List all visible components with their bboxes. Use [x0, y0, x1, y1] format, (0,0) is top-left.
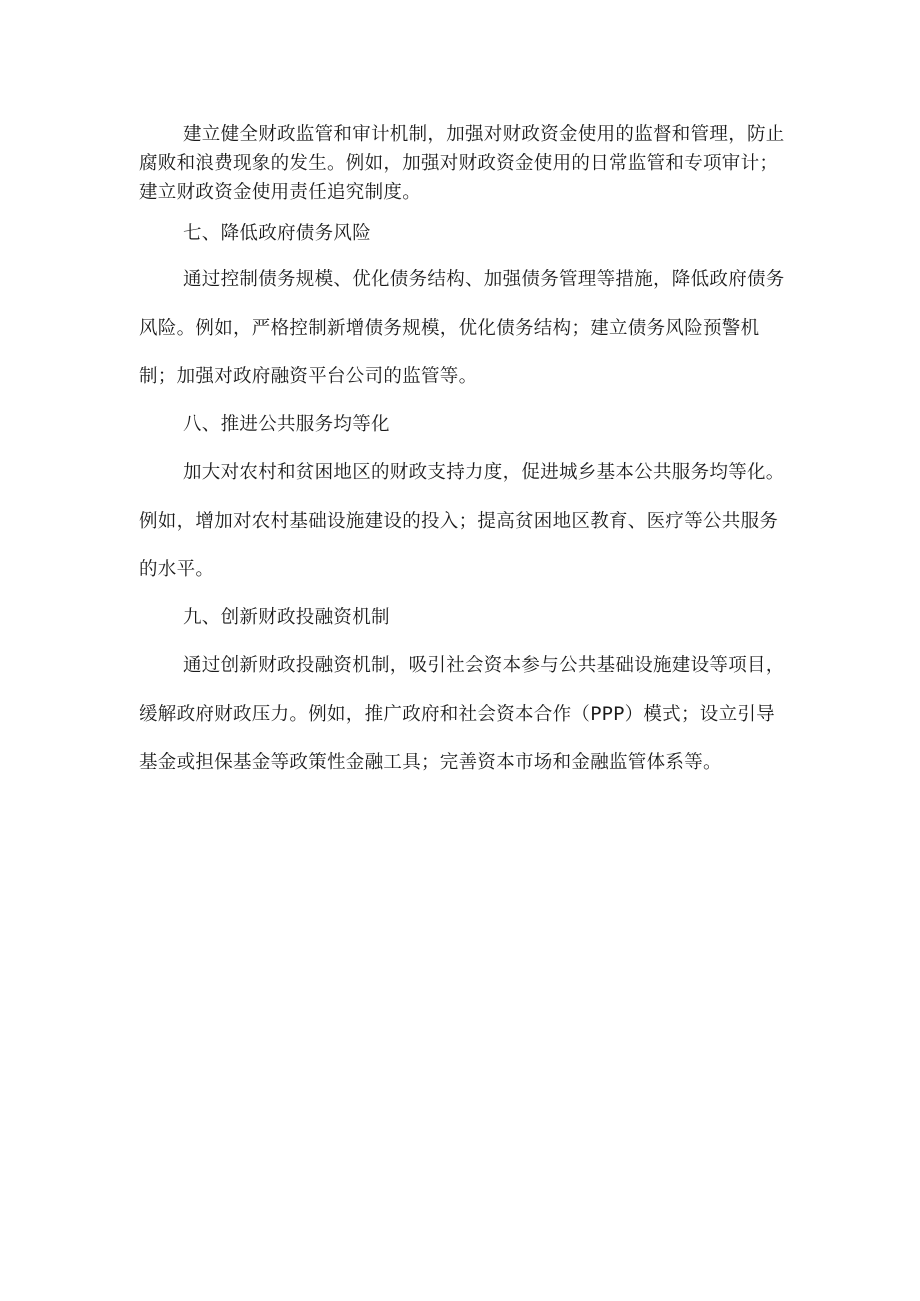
paragraph-debt-risk: 通过控制债务规模、优化债务结构、加强债务管理等措施，降低政府债务风险。例如，严格控制新增债务规模，优化债务结构；建立债务风险预警机制；加强对政府融资平台公司的监管等。 [139, 269, 785, 387]
paragraph-public-services: 加大对农村和贫困地区的财政支持力度，促进城乡基本公共服务均等化。例如，增加对农村基础设施建设的投入；提高贫困地区教育、医疗等公共服务的水平。 [139, 462, 785, 580]
section-heading-8: 八、推进公共服务均等化 [183, 414, 390, 435]
section-heading-9: 九、创新财政投融资机制 [183, 607, 390, 628]
paragraph-audit-mechanism: 建立健全财政监管和审计机制，加强对财政资金使用的监督和管理，防止腐败和浪费现象的发生。例如，加强对财政资金使用的日常监管和专项审计；建立财政资金使用责任追究制度。 [139, 124, 785, 203]
section-heading-7: 七、降低政府债务风险 [183, 223, 372, 244]
paragraph-investment-financing: 通过创新财政投融资机制，吸引社会资本参与公共基础设施建设等项目，缓解政府财政压力。例如，推广政府和社会资本合作（PPP）模式；设立引导基金或担保基金等政策性金融工具；完善资本市场和金融监管体系等。 [139, 655, 785, 773]
